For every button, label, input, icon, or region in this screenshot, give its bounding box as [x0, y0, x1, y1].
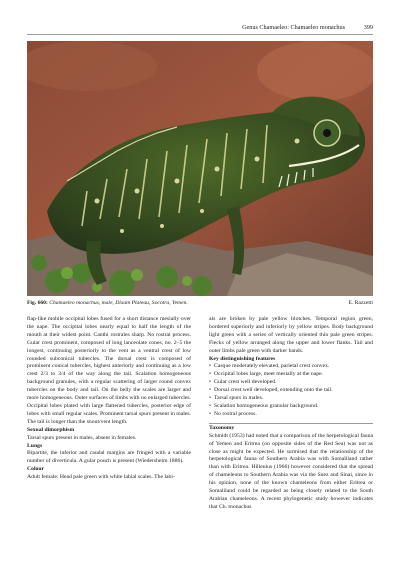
section-divider [209, 423, 373, 424]
dimorphism-paragraph: Tarsal spurs present in males, absent in females. [27, 434, 137, 441]
section-heading-taxonomy: Taxonomy [209, 424, 235, 431]
figure-caption [27, 298, 373, 308]
photo-credit: E. Razzetti [348, 300, 373, 306]
taxonomy-paragraph: Schmidt (1953) had noted that a comparison of the herpetological fauna of Yemen and Eritrea (on opposite sides of the Red Sea) was not as close as might be expected. He surmised that the relationship of the herpetological fauna of Southern Arabia was with Somaliland rather than with Eritrea. Hillenius (1966) however considered that the spread of chameleons to Southern Arabia was via the Suez and Sinai, since in his opinion, none of the known chameleons from either Eritrea or Somaliland could be regarded as being closely related to the South Arabian chameleons. A recent phylogenetic study however indicates that Ch. monachus [209, 432, 373, 510]
section-heading-lungs: Lungs [27, 442, 43, 449]
running-title: Genus Chamaeleo: Chamaeleo monachus [242, 24, 345, 31]
colour-paragraph: Adult female: Head pale green with white labial scales. The labi- [27, 474, 175, 481]
caption-label: Fig. 660: [27, 300, 48, 306]
section-heading-colour: Colour [27, 466, 45, 473]
description-paragraph: flap-like mobile occipital lobes fused for a short distance mesially over the nape. The occipital lobes nearly equal to half the length of the mouth at their widest point. Canthi rostrales sharp. No rostral process. Gular crest prominent, composed of long lanceolate cones, no. 2–5 the longest, continuing posteriorly to the vent as a ventral crest of low rounded subconical tubercles. The dorsal crest is composed of prominent conical tubercles, highest anteriorly and continuing as a low crest 2/3 to 3/4 of the way along the tail. Scalation homogeneous background granules, with a regular scattering of larger round convex tubercles on the body and tail. On the belly the scales are larger and more homogeneous. Outer surfaces of limbs with no enlarged tubercles. Occipital lobes plated with large flattened tubercles, posterior edge of lobes with small regular scales. Prominent tarsal spurs present in males. The tail is longer than the snout/vent length. [27, 316, 191, 425]
left-column [27, 316, 191, 482]
section-heading-dimorphism: Sexual dimorphism [27, 426, 75, 433]
feature-item: • Dorsal crest well developed, extending onto the tail. [209, 387, 373, 395]
lungs-paragraph: Bipartite, the inferior and caudal margins are fringed with a variable number of diverticula. A gular pouch is present (Wiedersheim 1886). [27, 450, 191, 465]
features-list [209, 363, 373, 418]
caption-text: Chamaeleo monachus, male, Dixam Plateau, Socotra, Yemen. [49, 300, 188, 306]
chameleon-photo [27, 41, 373, 296]
feature-item: • Scalation homogeneous granular background. [209, 403, 373, 411]
feature-item: • Casque moderately elevated, parietal crest convex. [209, 363, 373, 371]
section-heading-features: Key distinguishing features [209, 355, 276, 362]
feature-item: • No rostral process. [209, 411, 373, 419]
page-number: 399 [363, 24, 373, 31]
feature-item: • Occipital lobes large, meet mesially at the nape. [209, 371, 373, 379]
right-column [209, 316, 373, 512]
feature-item: • Gular crest well developed. [209, 379, 373, 387]
running-header [27, 22, 373, 35]
colour-paragraph-continued: als are broken by pale yellow blotches. Temporal region green, bordered superiorly and inferiorly by yellow stripes. Body background light green with a series of vertically oriented thin pale green stripes. Flecks of yellow arranged along the upper and lower flanks. Tail and outer limbs pale green with darker bands. [209, 316, 373, 354]
feature-item: • Tarsal spurs in males. [209, 395, 373, 403]
